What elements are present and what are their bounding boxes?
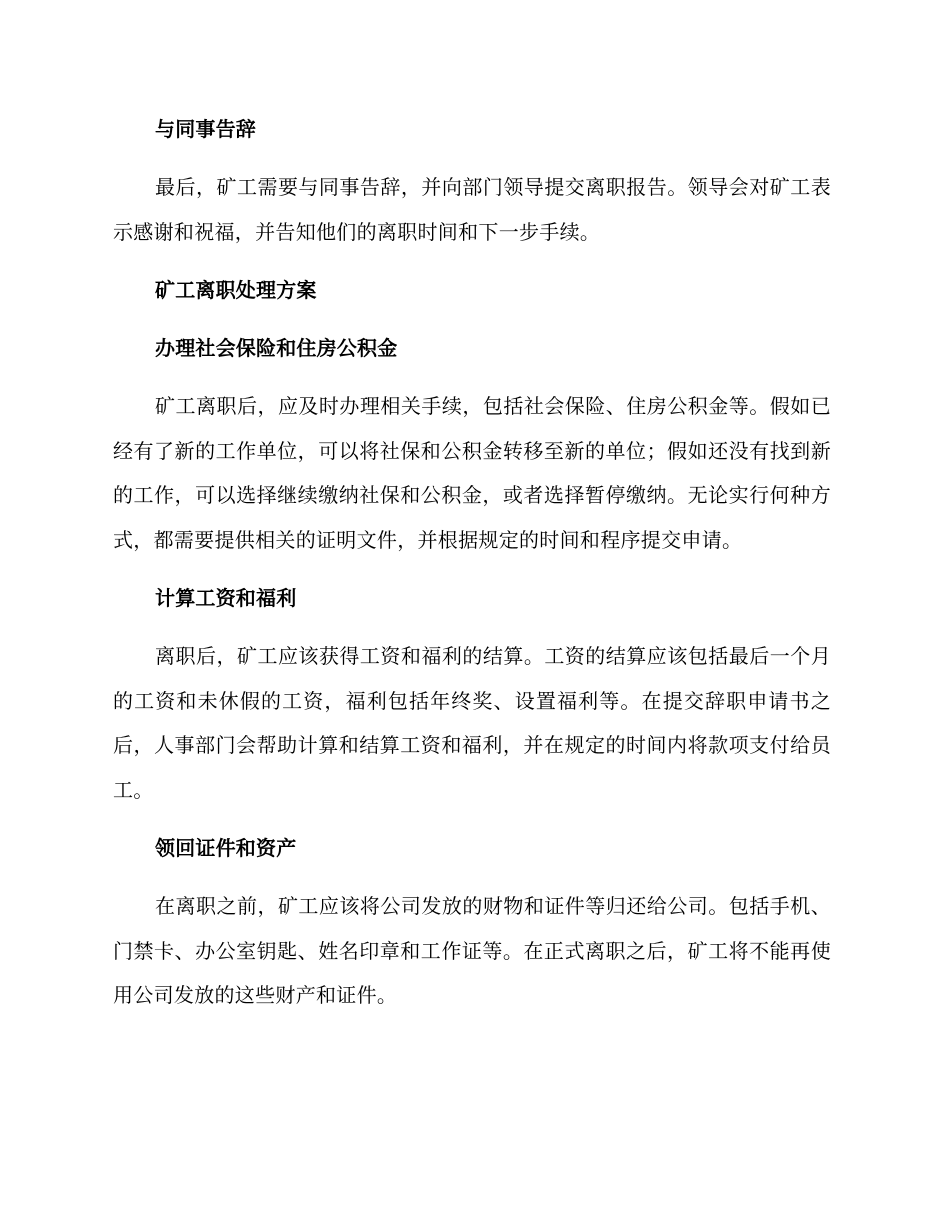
section-heading-wages-benefits: 计算工资和福利 bbox=[155, 586, 297, 610]
section-heading-documents-assets: 领回证件和资产 bbox=[155, 836, 297, 860]
document-body bbox=[113, 107, 831, 1032]
section-heading-resignation-plan: 矿工离职处理方案 bbox=[155, 278, 317, 302]
section-heading-farewell: 与同事告辞 bbox=[155, 117, 256, 141]
section-paragraph-wages-benefits: 离职后，矿工应该获得工资和福利的结算。工资的结算应该包括最后一个月的工资和未休假的工资，福利包括年终奖、设置福利等。在提交辞职申请书之后，人事部门会帮助计算和结算工资和福利，并在规定的时间内将款项支付给员工。 bbox=[113, 644, 831, 802]
section-paragraph-farewell: 最后，矿工需要与同事告辞，并向部门领导提交离职报告。领导会对矿工表示感谢和祝福，并告知他们的离职时间和下一步手续。 bbox=[113, 175, 831, 244]
section-paragraph-social-insurance: 矿工离职后，应及时办理相关手续，包括社会保险、住房公积金等。假如已经有了新的工作单位，可以将社保和公积金转移至新的单位；假如还没有找到新的工作，可以选择继续缴纳社保和公积金，或者选择暂停缴纳。无论实行何种方式，都需要提供相关的证明文件，并根据规定的时间和程序提交申请。 bbox=[113, 394, 831, 552]
section-heading-social-insurance: 办理社会保险和住房公积金 bbox=[155, 336, 398, 360]
section-paragraph-documents-assets: 在离职之前，矿工应该将公司发放的财物和证件等归还给公司。包括手机、门禁卡、办公室钥匙、姓名印章和工作证等。在正式离职之后，矿工将不能再使用公司发放的这些财产和证件。 bbox=[113, 894, 831, 1007]
